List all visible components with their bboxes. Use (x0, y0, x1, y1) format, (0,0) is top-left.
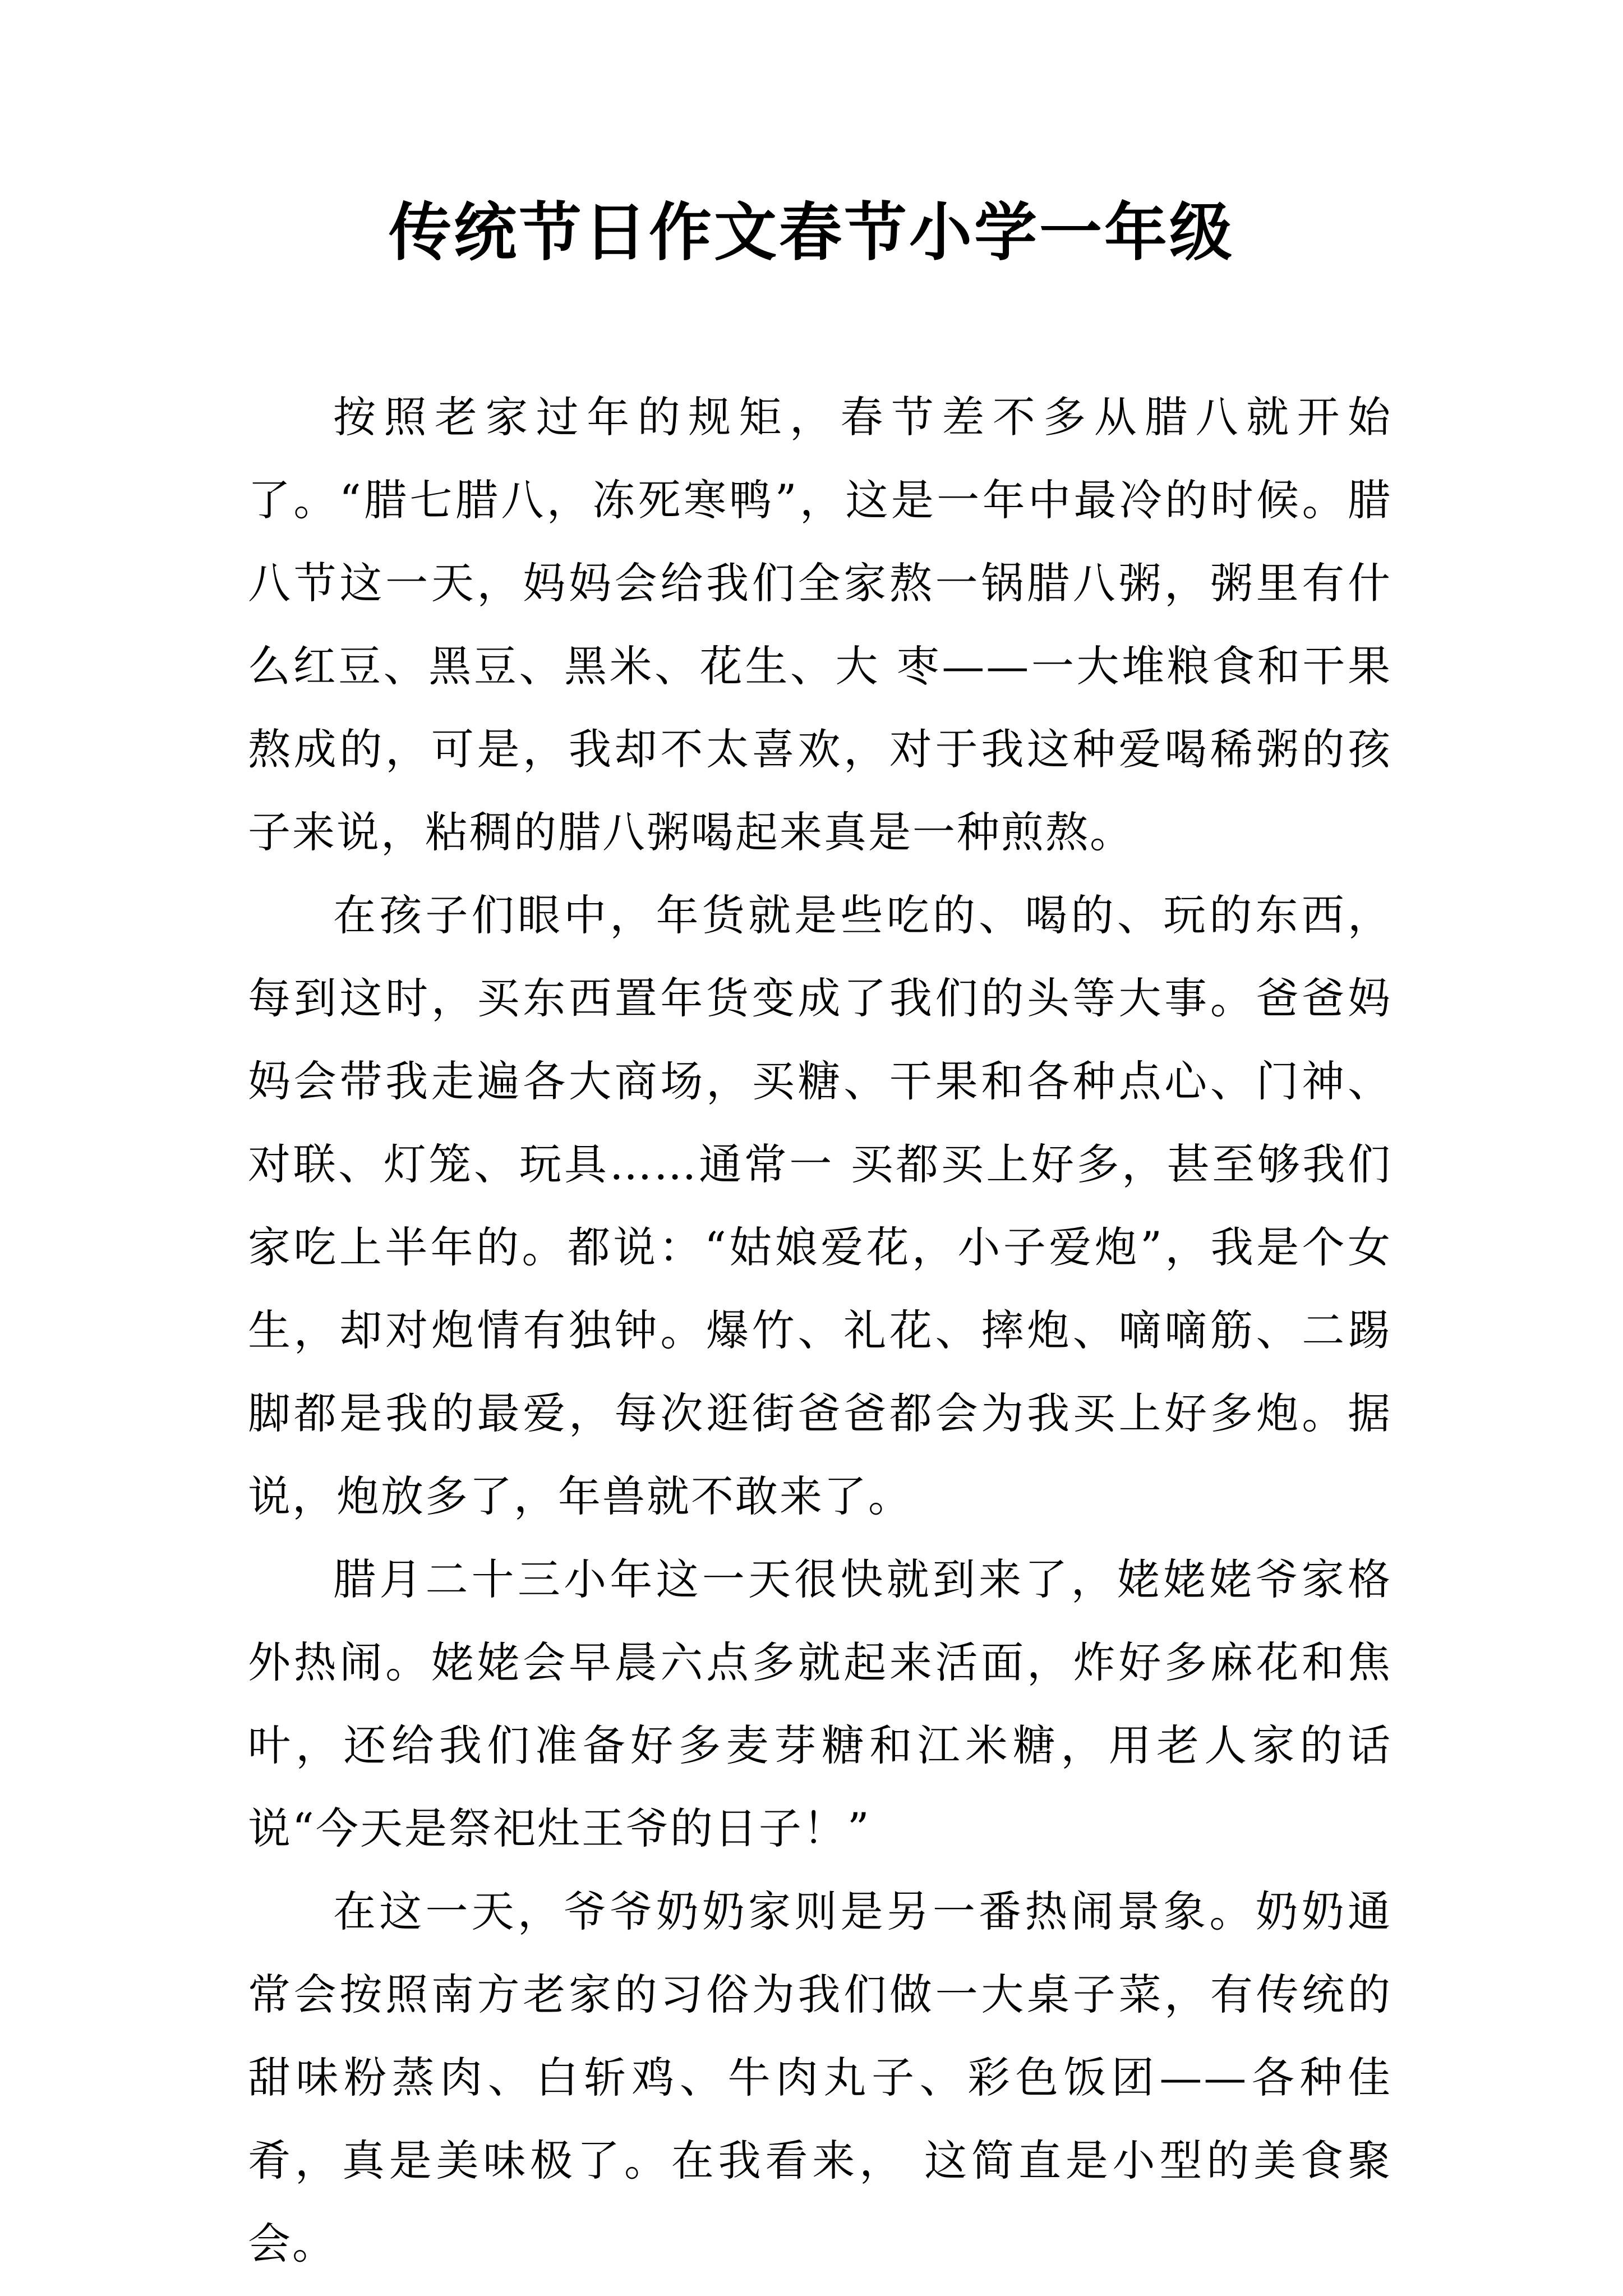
document-body (248, 376, 1392, 2285)
paragraph-1: 按照老家过年的规矩，春节差不多从腊八就开始了。“腊七腊八，冻死寒鸭”，这是一年中最冷的时候。腊八节这一天，妈妈会给我们全家熬一锅腊八粥，粥里有什么红豆、黑豆、黑米、花生、大 枣——一大堆粮食和干果熬成的，可是，我却不太喜欢，对于我这种爱喝稀粥的孩子来说，粘稠的腊八粥喝起来真是一种煎熬。 (248, 392, 1392, 857)
paragraph-2: 在孩子们眼中，年货就是些吃的、喝的、玩的东西，每到这时，买东西置年货变成了我们的头等大事。爸爸妈妈会带我走遍各大商场，买糖、干果和各种点心、门神、对联、灯笼、玩具……通常一 买都买上好多，甚至够我们家吃上半年的。都说：“姑娘爱花，小子爱炮”，我是个女生，却对炮情有独钟。爆竹、礼花、摔炮、嘀嘀筋、二踢脚都是我的最爱，每次逛街爸爸都会为我买上好多炮。据 说，炮放多了，年兽就不敢来了。 (248, 890, 1392, 1521)
document-title: 传统节日作文春节小学一年级 (389, 196, 1234, 269)
paragraph-4: 在这一天，爷爷奶奶家则是另一番热闹景象。奶奶通常会按照南方老家的习俗为我们做一大桌子菜，有传统的甜味粉蒸肉、白斩鸡、牛肉丸子、彩色饭团——各种佳肴，真是美味极了。在我看来， 这简直是小型的美食聚会。 (248, 1887, 1392, 2269)
paragraph-3: 腊月二十三小年这一天很快就到来了，姥姥姥爷家格外热闹。姥姥会早晨六点多就起来活面，炸好多麻花和焦叶，还给我们准备好多麦芽糖和江米糖，用老人家的话说“今天是祭祀灶王爷的日子！” (248, 1554, 1392, 1853)
